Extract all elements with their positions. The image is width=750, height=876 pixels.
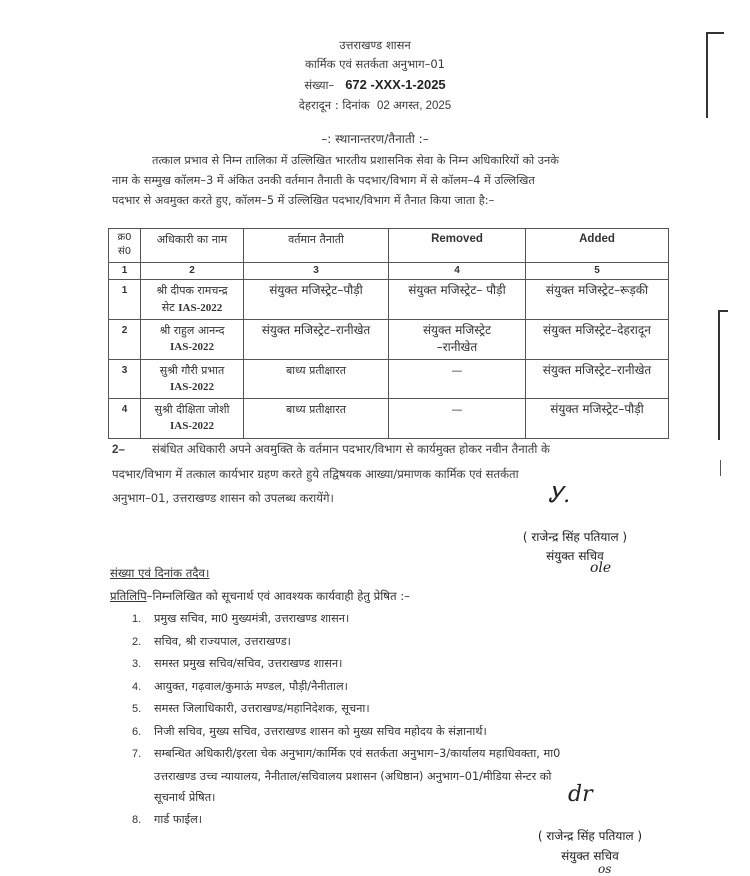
officer-name <box>141 399 244 439</box>
row-serial: 4 <box>109 399 141 439</box>
intro-line-2: नाम के सम्मुख कॉलम–3 में अंकित उनकी वर्तमान तैनाती के पदभार/विभाग में से कॉलम–4 में उल्लिखित <box>112 174 535 187</box>
order-number-value: 672 -XXX-1-2025 <box>345 77 446 92</box>
intro-line-3: पदभार से अवमुक्त करते हुए, कॉलम–5 में उल्लिखित पदभार/विभाग में तैनात किया जाता है:– <box>112 194 495 207</box>
column-number: 1 <box>109 263 141 280</box>
officer-batch: IAS-2022 <box>169 341 214 353</box>
officer-batch: IAS-2022 <box>178 302 223 314</box>
instruction-line-3: अनुभाग–01, उत्तराखण्ड शासन को उपलब्ध करायेंगे। <box>112 491 334 505</box>
current-posting: बाध्य प्रतीक्षारत <box>244 399 389 439</box>
added-posting: संयुक्त मजिस्ट्रेट–पौड़ी <box>526 399 669 439</box>
signature-mark: dr <box>568 782 593 807</box>
transfer-table <box>108 228 669 439</box>
table-column-number-row <box>109 263 669 280</box>
list-item-text: गार्ड फाईल। <box>154 812 203 826</box>
officer-name-text-cont: सेट <box>161 301 175 314</box>
list-item-number: 2. <box>132 635 142 648</box>
scan-edge-mark <box>720 460 721 476</box>
header-officer-name: अधिकारी का नाम <box>141 229 244 263</box>
scan-edge-mark <box>718 310 728 440</box>
instruction-line-1 <box>112 437 672 462</box>
officer-name-text: श्री दीपक रामचन्द्र <box>156 284 228 297</box>
order-date: 02 अगस्त, 2025 <box>376 100 452 112</box>
officer-batch: IAS-2022 <box>169 381 214 393</box>
instruction-line-1-text: संबंधित अधिकारी अपने अवमुक्ति के वर्तमान पदभार/विभाग से कार्यमुक्त होकर नवीन तैनाती के <box>152 442 550 456</box>
list-item <box>132 653 672 676</box>
scan-edge-mark <box>706 32 724 118</box>
instruction-line-2: पदभार/विभाग में तत्काल कार्यभार ग्रहण करते हुये तद्विषयक आख्या/प्रमाणक कार्मिक एवं सतर्कता <box>112 467 519 481</box>
list-item-number: 6. <box>132 725 142 738</box>
removed-posting: — <box>389 399 526 439</box>
column-number: 4 <box>389 263 526 280</box>
added-posting: संयुक्त मजिस्ट्रेट–रानीखेत <box>526 360 669 399</box>
signature-mark: Ꭹ. <box>548 483 571 508</box>
signatory-name: ( राजेन्द्र सिंह पतियाल ) <box>522 530 628 544</box>
officer-name-text: सुश्री दीक्षिता जोशी <box>154 403 230 416</box>
list-item <box>132 631 672 654</box>
officer-name-text: श्री राहुल आनन्द <box>159 324 225 337</box>
table-header-row <box>109 229 669 263</box>
copy-heading-prefix: प्रतिलिपि <box>110 589 147 603</box>
list-item-text: प्रमुख सचिव, मा0 मुख्यमंत्री, उत्तराखण्ड शासन। <box>154 612 350 625</box>
table-row <box>109 399 669 439</box>
removed-posting-line1: संयुक्त मजिस्ट्रेट <box>422 323 492 337</box>
government-name: उत्तराखण्ड शासन <box>339 38 411 52</box>
current-posting: संयुक्त मजिस्ट्रेट–पौड़ी <box>244 280 389 320</box>
list-item-text: समस्त जिलाधिकारी, उत्तराखण्ड/महानिदेशक, सूचना। <box>154 702 370 715</box>
officer-name <box>141 320 244 360</box>
initials-mark: os <box>598 862 612 876</box>
list-item-text: समस्त प्रमुख सचिव/सचिव, उत्तराखण्ड शासन। <box>154 657 343 670</box>
reference-line: संख्या एवं दिनांक तदैव। <box>110 566 210 580</box>
order-number-label: संख्या– <box>304 78 335 92</box>
row-serial: 1 <box>109 280 141 320</box>
list-item <box>132 676 672 699</box>
header-added: Added <box>526 229 669 263</box>
added-posting: संयुक्त मजिस्ट्रेट–रूड़की <box>526 280 669 320</box>
officer-name <box>141 280 244 320</box>
list-item-text: निजी सचिव, मुख्य सचिव, उत्तराखण्ड शासन को मुख्य सचिव महोदय के संज्ञानार्थ। <box>154 724 487 738</box>
officer-batch: IAS-2022 <box>169 420 214 432</box>
row-serial: 3 <box>109 360 141 399</box>
table-row <box>109 360 669 399</box>
paragraph-number: 2– <box>112 443 125 456</box>
intro-paragraph <box>112 151 672 211</box>
list-item-text: सचिव, श्री राज्यपाल, उत्तराखण्ड। <box>154 634 291 648</box>
list-item-number: 3. <box>132 658 142 670</box>
department-name: कार्मिक एवं सतर्कता अनुभाग–01 <box>304 57 445 71</box>
list-item-text-cont: सूचनार्थ प्रेषित। <box>154 791 216 804</box>
list-item-number: 4. <box>132 680 142 693</box>
list-item-text: सम्बन्धित अधिकारी/इरला चेक अनुभाग/कार्मिक एवं सतर्कता अनुभाग–3/कार्यालय महाधिवक्ता, मा0 <box>154 747 561 760</box>
current-posting: बाध्य प्रतीक्षारत <box>244 360 389 399</box>
header-serial-line2: सं0 <box>117 246 132 257</box>
removed-posting: संयुक्त मजिस्ट्रेट– पौड़ी <box>389 280 526 320</box>
instruction-paragraph <box>112 437 672 510</box>
removed-posting <box>389 320 526 360</box>
table-row <box>109 280 669 320</box>
place-date <box>0 98 750 113</box>
signatory-name: ( राजेन्द्र सिंह पतियाल ) <box>537 829 643 843</box>
header-current-posting: वर्तमान तैनाती <box>244 229 389 263</box>
signatory-designation: संयुक्त सचिव <box>546 549 604 563</box>
column-number: 5 <box>526 263 669 280</box>
row-serial: 2 <box>109 320 141 360</box>
officer-batch-line <box>144 299 240 317</box>
intro-line-1: तत्काल प्रभाव से निम्न तालिका में उल्लिखित भारतीय प्रशासनिक सेवा के निम्न अधिकारियों को उनके <box>152 154 559 167</box>
initials-mark: ole <box>590 560 612 576</box>
removed-posting: — <box>389 360 526 399</box>
copy-heading-text: –निम्नलिखित को सूचनार्थ एवं आवश्यक कार्यवाही हेतु प्रेषित :– <box>146 589 410 603</box>
header-serial <box>109 229 141 263</box>
subject-line: –: स्थानान्तरण/तैनाती :– <box>321 132 429 146</box>
removed-posting-line2: –रानीखेत <box>436 340 478 354</box>
copy-heading <box>110 589 410 604</box>
table-row <box>109 320 669 360</box>
list-item <box>132 608 672 631</box>
current-posting: संयुक्त मजिस्ट्रेट–रानीखेत <box>244 320 389 360</box>
list-item-number: 5. <box>132 703 142 715</box>
column-number: 3 <box>244 263 389 280</box>
place-date-label: देहरादून : दिनांक <box>298 98 370 112</box>
order-number <box>0 77 750 93</box>
list-item <box>132 721 672 744</box>
officer-name-text: सुश्री गौरी प्रभात <box>159 364 225 377</box>
list-item-text: आयुक्त, गढ़वाल/कुमाऊं मण्डल, पौड़ी/नैनीताल। <box>154 679 348 693</box>
signatory-designation: संयुक्त सचिव <box>561 849 619 863</box>
officer-name <box>141 360 244 399</box>
header-serial-line1: क्र0 <box>117 232 132 243</box>
column-number: 2 <box>141 263 244 280</box>
list-item-number: 1. <box>132 613 142 625</box>
list-item <box>132 698 672 721</box>
added-posting: संयुक्त मजिस्ट्रेट–देहरादून <box>526 320 669 360</box>
list-item-number: 7. <box>132 748 142 760</box>
list-item-number: 8. <box>132 813 142 826</box>
list-item-text-cont: उत्तराखण्ड उच्च न्यायालय, नैनीताल/सचिवालय प्रशासन (अधिष्ठान) अनुभाग–01/मीडिया सेन्टर को <box>154 769 552 783</box>
header-removed: Removed <box>389 229 526 263</box>
